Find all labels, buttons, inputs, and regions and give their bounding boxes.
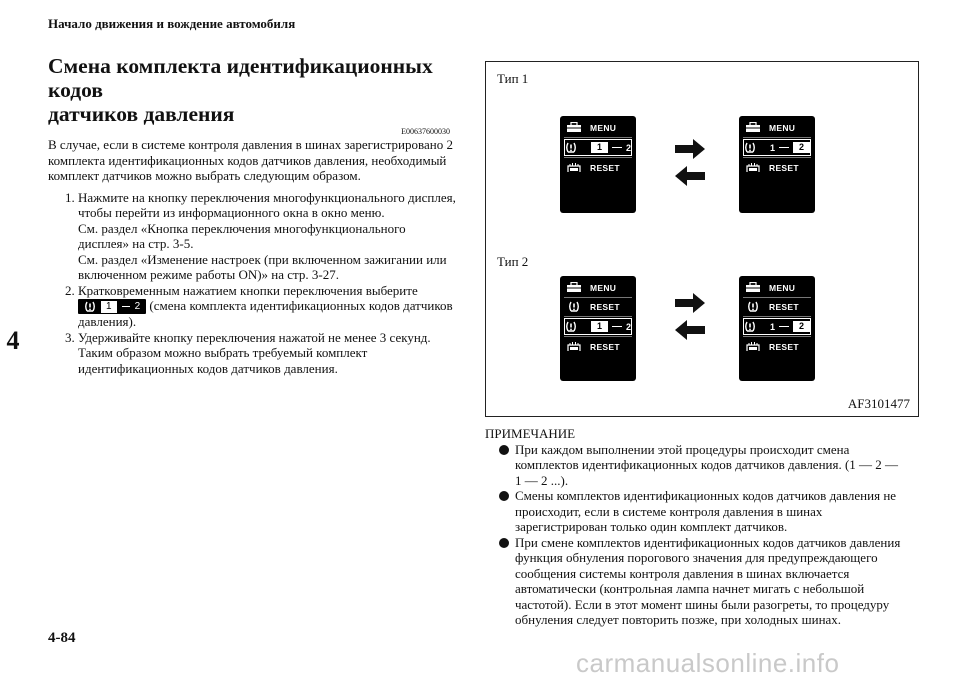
section-title-line2: датчиков давления [48, 102, 235, 126]
tpms-row-selected [564, 139, 632, 156]
reset-row [743, 159, 811, 176]
tpms-row-selected [743, 139, 811, 156]
note-item [497, 442, 905, 489]
watermark: carmanualsonline.info [576, 648, 840, 678]
steps-list [48, 190, 458, 377]
tire-pressure-icon [744, 141, 756, 155]
tire-pressure-icon [744, 320, 756, 334]
tire-pressure-icon [84, 301, 96, 312]
reset-gauge-icon [743, 161, 763, 175]
toolbox-icon [564, 121, 584, 135]
bullet-icon [499, 538, 509, 548]
section-code: E00637600030 [401, 127, 450, 136]
reset-label: RESET [590, 341, 620, 352]
display-figure [485, 61, 919, 417]
menu-row [743, 279, 811, 296]
separator [564, 316, 632, 317]
tire-pressure-icon [743, 300, 763, 314]
reset-label: RESET [769, 301, 799, 312]
tpms-row-selected [564, 318, 632, 335]
toolbox-icon [564, 281, 584, 295]
menu-label: MENU [769, 282, 796, 293]
note-item [497, 535, 905, 628]
tpms-reset-row [743, 298, 811, 315]
reset-label: RESET [590, 301, 620, 312]
set-selector [770, 142, 810, 153]
section-title-line1: Смена комплекта идентификационных кодов [48, 54, 433, 102]
tire-pressure-icon [565, 320, 577, 334]
section-title [48, 54, 458, 126]
key-num2: 2 [134, 300, 141, 312]
reset-gauge-icon [743, 340, 763, 354]
set-selector [591, 321, 631, 332]
step-2-text-after: (смена комплекта идентификационных кодов датчиков давления). [78, 298, 453, 329]
separator [564, 157, 632, 158]
reset-gauge-icon [564, 340, 584, 354]
num2: 2 [626, 142, 632, 153]
separator [743, 157, 811, 158]
num2-highlighted: 2 [793, 142, 810, 153]
tpms-switch-key-icon [78, 299, 146, 314]
reset-gauge-icon [564, 161, 584, 175]
type1-screen-set2 [739, 116, 815, 213]
intro-paragraph: В случае, если в системе контроля давления в шинах зарегистрировано 2 комплекта идентификационных кодов датчиков давления, необходимый комплект датчиков можно выбрать следующим образом. [48, 137, 453, 183]
set-selector [591, 142, 631, 153]
note-item-text: При смене комплектов идентификационных кодов датчиков давления функция обнуления порогового значения для предупреждающего сообщения системы контроля давления в шинах включается автоматически (контрольная лампа начнет мигать с небольшой частотой). Если в этот момент шины были разогреты, то процедуру обнуления следует повторить позже, при холодных шинах. [515, 534, 901, 627]
step-2-text-before: Кратковременным нажатием кнопки переключения выберите [78, 282, 418, 298]
arrow-left-icon [675, 320, 705, 340]
tire-pressure-icon [565, 141, 577, 155]
reset-row [564, 338, 632, 355]
menu-label: MENU [590, 122, 617, 133]
set-selector [770, 321, 810, 332]
toolbox-icon [743, 121, 763, 135]
menu-label: MENU [769, 122, 796, 133]
page-number: 4-84 [48, 630, 76, 646]
key-num1: 1 [101, 301, 117, 313]
num1-highlighted: 1 [591, 321, 608, 332]
num1: 1 [770, 321, 776, 332]
reset-label: RESET [769, 341, 799, 352]
reset-label: RESET [769, 162, 799, 173]
step-1-text: Нажмите на кнопку переключения многофункционального дисплея, чтобы перейти из информационного окна в окно меню. [78, 189, 456, 220]
note-item-text: При каждом выполнении этой процедуры происходит смена комплектов идентификационных кодов датчиков давления. (1 — 2 — 1 — 2 ...). [515, 441, 899, 488]
num2: 2 [626, 321, 632, 332]
tpms-row-selected [743, 318, 811, 335]
num1: 1 [770, 142, 776, 153]
figure-code: AF3101477 [847, 396, 910, 411]
separator [564, 336, 632, 337]
num2-highlighted: 2 [793, 321, 810, 332]
reset-row [564, 159, 632, 176]
arrow-right-icon [675, 293, 705, 313]
separator [743, 137, 811, 138]
step-2 [78, 283, 458, 330]
type2-label: Тип 2 [497, 254, 529, 269]
menu-row [564, 279, 632, 296]
separator [743, 316, 811, 317]
reset-label: RESET [590, 162, 620, 173]
type2-screen-set2 [739, 276, 815, 381]
step-3-text: Удерживайте кнопку переключения нажатой не менее 3 секунд. Таким образом можно выбрать требуемый комплект идентификационных кодов датчиков давления. [78, 329, 431, 376]
main-text-column [48, 54, 458, 376]
step-1 [78, 190, 458, 283]
chapter-tab: 4 [6, 326, 20, 355]
type2-screen-set1 [560, 276, 636, 381]
type1-label: Тип 1 [497, 71, 529, 86]
note-list [485, 442, 905, 628]
note-block [485, 426, 905, 628]
type1-screen-set1 [560, 116, 636, 213]
step-1-ref1: См. раздел «Кнопка переключения многофункционального дисплея» на стр. 3-5. [78, 220, 406, 251]
arrow-right-icon [675, 139, 705, 159]
tpms-reset-row [564, 298, 632, 315]
arrow-left-icon [675, 166, 705, 186]
separator [743, 336, 811, 337]
reset-row [743, 338, 811, 355]
toolbox-icon [743, 281, 763, 295]
bullet-icon [499, 445, 509, 455]
note-title: ПРИМЕЧАНИЕ [485, 426, 576, 441]
num1-highlighted: 1 [591, 142, 608, 153]
note-item-text: Смены комплектов идентификационных кодов датчиков давления не происходит, если в системе контроля давления в шинах зарегистрирован только один комплект датчиков. [515, 488, 897, 534]
step-3 [78, 330, 458, 377]
running-header: Начало движения и вождение автомобиля [48, 16, 296, 31]
menu-row [564, 119, 632, 136]
note-item [497, 488, 905, 535]
tire-pressure-icon [564, 300, 584, 314]
menu-label: MENU [590, 282, 617, 293]
menu-row [743, 119, 811, 136]
key-dash [122, 306, 130, 308]
bullet-icon [499, 491, 509, 501]
separator [564, 137, 632, 138]
step-1-ref2: См. раздел «Изменение настроек (при включенном зажигании или включенном режиме работы ON)» на стр. 3-27. [78, 251, 447, 282]
